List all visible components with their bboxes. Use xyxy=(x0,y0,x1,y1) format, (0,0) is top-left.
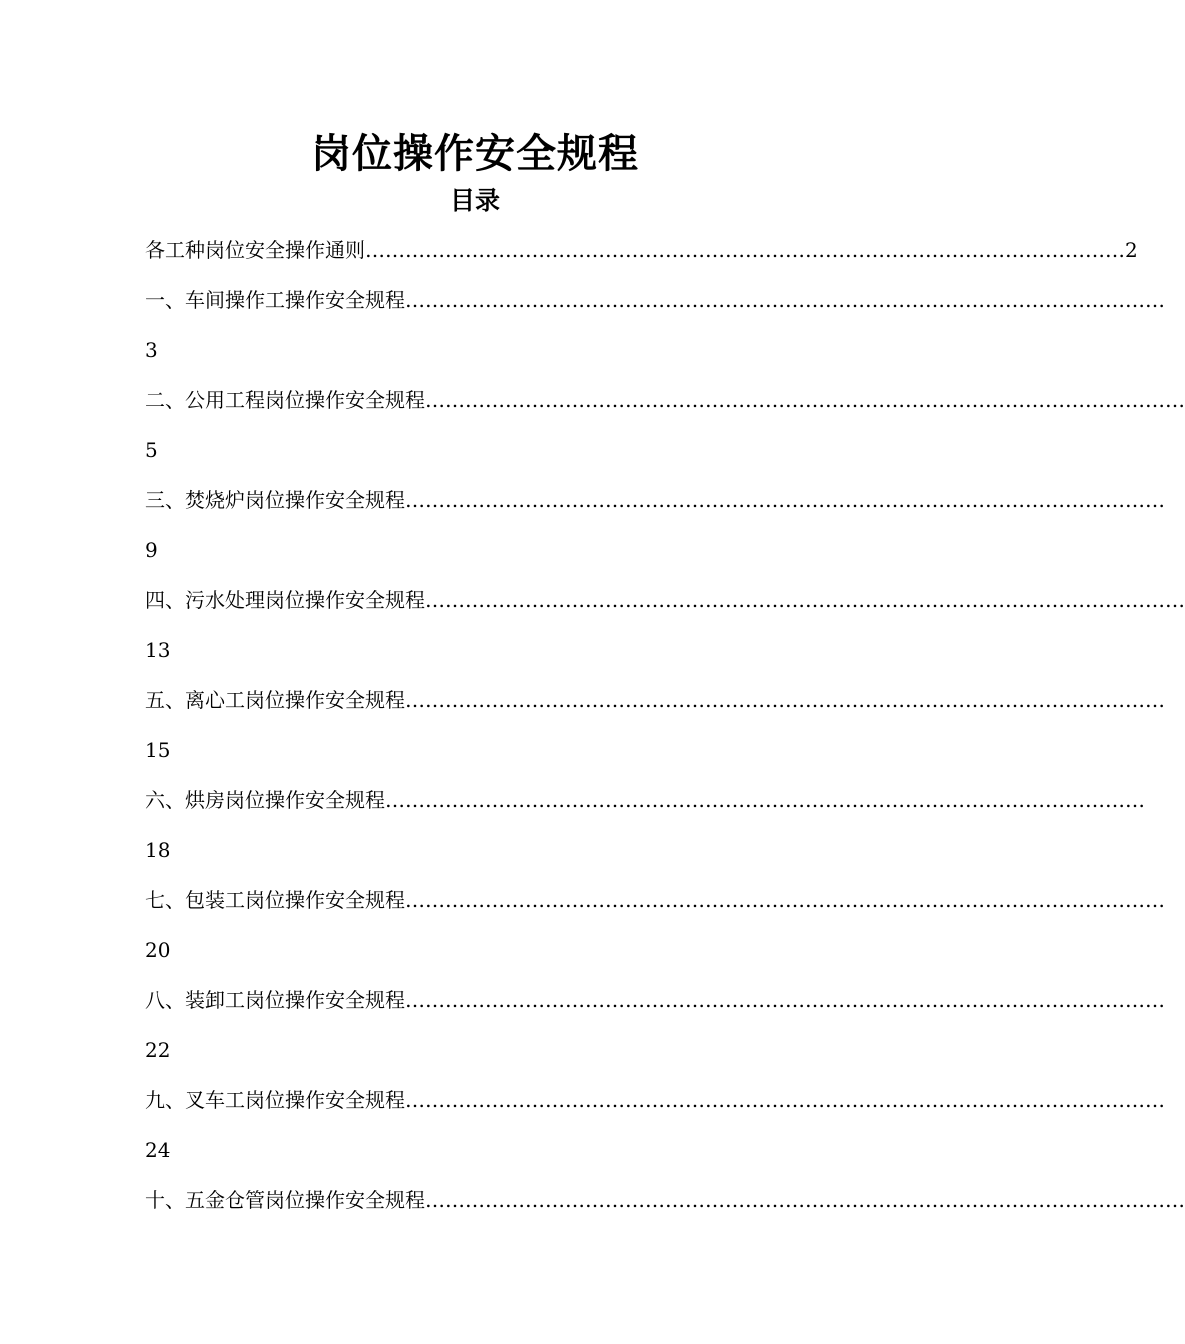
document-title: 岗位操作安全规程 xyxy=(311,130,639,177)
toc-page-number: 24 xyxy=(145,1138,171,1162)
table-of-contents xyxy=(145,233,1185,1233)
toc-dot-leader: …………………………………………………………………………………………………… xyxy=(405,488,1165,512)
toc-page-number: 9 xyxy=(145,538,158,562)
toc-entry-line xyxy=(145,983,1165,1033)
toc-page-number: 18 xyxy=(145,838,171,862)
toc-entry-title: 三、焚烧炉岗位操作安全规程 xyxy=(145,488,405,512)
toc-page-number: 5 xyxy=(145,438,158,462)
toc-dot-leader: …………………………………………………………………………………………………… xyxy=(365,238,1125,262)
toc-entry-title: 十、五金仓管岗位操作安全规程 xyxy=(145,1188,425,1212)
toc-entry[interactable] xyxy=(145,683,1165,783)
toc-dot-leader: …………………………………………………………………………………………………… xyxy=(405,288,1165,312)
toc-entry-title: 八、装卸工岗位操作安全规程 xyxy=(145,988,405,1012)
toc-entry-title: 二、公用工程岗位操作安全规程 xyxy=(145,388,425,412)
toc-entry-title: 一、车间操作工操作安全规程 xyxy=(145,288,405,312)
toc-entry-line xyxy=(145,383,1185,433)
toc-entry-title: 六、烘房岗位操作安全规程 xyxy=(145,788,385,812)
toc-entry-title: 五、离心工岗位操作安全规程 xyxy=(145,688,405,712)
toc-entry-title: 各工种岗位安全操作通则 xyxy=(145,238,365,262)
toc-entry[interactable] xyxy=(145,583,1185,683)
toc-heading: 目录 xyxy=(449,186,500,215)
toc-entry-line xyxy=(145,233,1138,283)
toc-entry-line xyxy=(145,683,1165,733)
toc-dot-leader: …………………………………………………………………………………………………… xyxy=(405,1088,1165,1112)
toc-dot-leader: …………………………………………………………………………………………………… xyxy=(425,388,1185,412)
toc-entry-line xyxy=(145,783,1145,833)
toc-page-number: 3 xyxy=(145,338,158,362)
toc-entry-title: 四、污水处理岗位操作安全规程 xyxy=(145,588,425,612)
toc-entry-line xyxy=(145,1083,1165,1133)
toc-page-number: 2 xyxy=(1125,238,1138,262)
toc-page-number: 20 xyxy=(145,938,171,962)
toc-entry[interactable] xyxy=(145,483,1165,583)
toc-entry[interactable] xyxy=(145,283,1165,383)
toc-entry[interactable] xyxy=(145,883,1165,983)
toc-page-number: 13 xyxy=(145,638,171,662)
toc-dot-leader: …………………………………………………………………………………………………… xyxy=(425,588,1185,612)
toc-entry-title: 七、包装工岗位操作安全规程 xyxy=(145,888,405,912)
toc-entry[interactable] xyxy=(145,1183,1185,1233)
toc-entry[interactable] xyxy=(145,233,1138,283)
toc-entry-line xyxy=(145,283,1165,333)
toc-entry[interactable] xyxy=(145,983,1165,1083)
toc-entry-line xyxy=(145,883,1165,933)
toc-entry[interactable] xyxy=(145,383,1185,483)
toc-entry-line xyxy=(145,1183,1185,1233)
toc-entry-line xyxy=(145,483,1165,533)
toc-entry-line xyxy=(145,583,1185,633)
toc-dot-leader: …………………………………………………………………………………………………… xyxy=(405,888,1165,912)
toc-entry[interactable] xyxy=(145,783,1145,883)
toc-entry[interactable] xyxy=(145,1083,1165,1183)
toc-dot-leader: …………………………………………………………………………………………………… xyxy=(385,788,1145,812)
toc-entry-title: 九、叉车工岗位操作安全规程 xyxy=(145,1088,405,1112)
toc-dot-leader: …………………………………………………………………………………………………… xyxy=(405,988,1165,1012)
toc-page-number: 22 xyxy=(145,1038,171,1062)
toc-dot-leader: …………………………………………………………………………………………………… xyxy=(405,688,1165,712)
toc-dot-leader: …………………………………………………………………………………………………… xyxy=(425,1188,1185,1212)
toc-page-number: 15 xyxy=(145,738,171,762)
